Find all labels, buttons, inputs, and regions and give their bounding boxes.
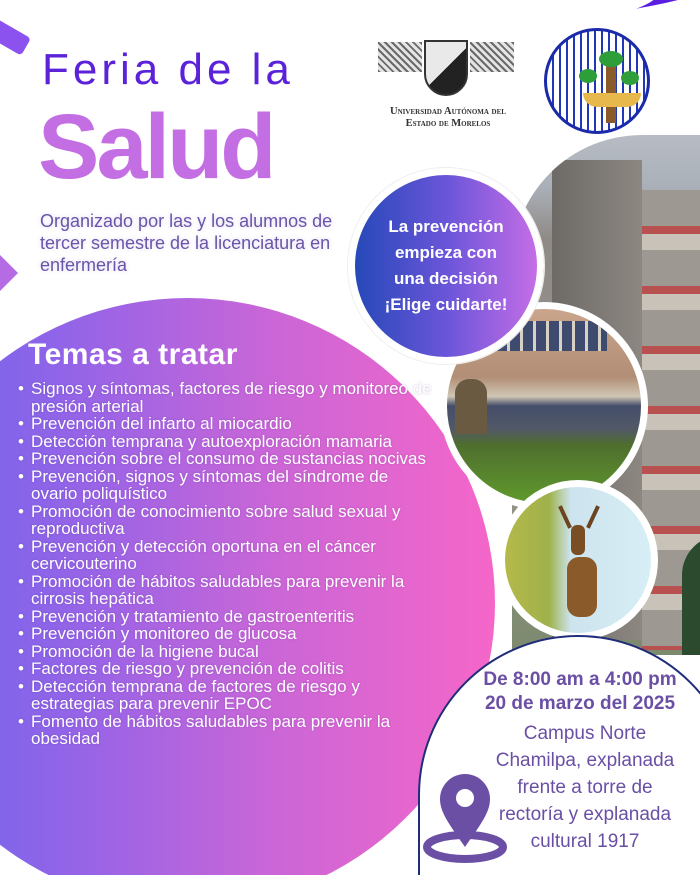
prevention-bubble (348, 168, 544, 364)
location-pin-icon (420, 765, 510, 865)
nursing-faculty-seal-icon (544, 28, 650, 134)
title-top: Feria de la (42, 45, 294, 94)
topic-item: • Prevención y tratamiento de gastroenteritis (18, 608, 438, 626)
seal-inner (559, 43, 635, 119)
topics-section (18, 338, 438, 748)
antler-left (558, 505, 572, 528)
prevention-line: ¡Elige cuidarte! (384, 295, 508, 314)
uaem-name-line1: Universidad Autónoma del (390, 106, 506, 117)
prevention-line: La prevención (388, 217, 504, 236)
topic-item: • Prevención, signos y síntomas del síndrome de ovario poliquístico (18, 468, 438, 503)
deer-head (571, 525, 585, 555)
leaf-icon (621, 71, 639, 85)
left-decorative-triangle (0, 255, 18, 291)
uaem-name-line2: Estado de Morelos (405, 118, 491, 129)
event-time: De 8:00 am a 4:00 pm (483, 669, 677, 690)
left-decorative-bar (0, 8, 31, 55)
location-line: cultural 1917 (530, 831, 640, 852)
topic-item: • Prevención sobre el consumo de sustancias nocivas (18, 450, 438, 468)
topic-item: • Promoción de conocimiento sobre salud sexual y reproductiva (18, 503, 438, 538)
location-line: Campus Norte (523, 723, 647, 744)
topic-item: • Detección temprana de factores de riesgo y estrategias para prevenir EPOC (18, 678, 438, 713)
deer-statue-photo (498, 480, 658, 640)
deer-body (567, 557, 597, 617)
title-salud: Salud (38, 96, 274, 198)
crest-wing-left-icon (378, 42, 422, 72)
leaf-icon (599, 51, 623, 67)
topics-list (18, 380, 438, 748)
antler-right (586, 505, 600, 528)
topic-item: • Factores de riesgo y prevención de colitis (18, 660, 438, 678)
event-date: 20 de marzo del 2025 (484, 693, 676, 714)
campus-sculpture (455, 379, 487, 434)
event-schedule (460, 668, 700, 716)
topic-item: • Prevención y detección oportuna en el cáncer cervicouterino (18, 538, 438, 573)
topics-title: Temas a tratar (28, 338, 238, 371)
crest-wing-right-icon (470, 42, 514, 72)
oil-lamp-icon (583, 93, 641, 107)
university-crest-icon (424, 40, 468, 96)
location-line: rectoría y explanada (498, 804, 672, 825)
organizer-subtitle: Organizado por las y los alumnos de tercer semestre de la licenciatura en enfermería (40, 211, 333, 275)
topic-item: • Prevención y monitoreo de glucosa (18, 625, 438, 643)
topic-item: • Detección temprana y autoexploración mamaria (18, 433, 438, 451)
topic-item: • Fomento de hábitos saludables para prevenir la obesidad (18, 713, 438, 748)
location-line: Chamilpa, explanada (495, 750, 675, 771)
topic-item: • Promoción de hábitos saludables para prevenir la cirrosis hepática (18, 573, 438, 608)
topic-item: • Promoción de la higiene bucal (18, 643, 438, 661)
leaf-icon (579, 69, 597, 83)
uaem-name (378, 106, 518, 130)
prevention-line: una decisión (394, 269, 498, 288)
topic-item: • Prevención del infarto al miocardio (18, 415, 438, 433)
location-line: frente a torre de (517, 777, 653, 798)
prevention-line: empieza con (394, 243, 498, 262)
prevention-message (385, 214, 508, 318)
uaem-logo (378, 36, 518, 136)
topic-item: • Signos y síntomas, factores de riesgo y monitoreo de presión arterial (18, 380, 438, 415)
